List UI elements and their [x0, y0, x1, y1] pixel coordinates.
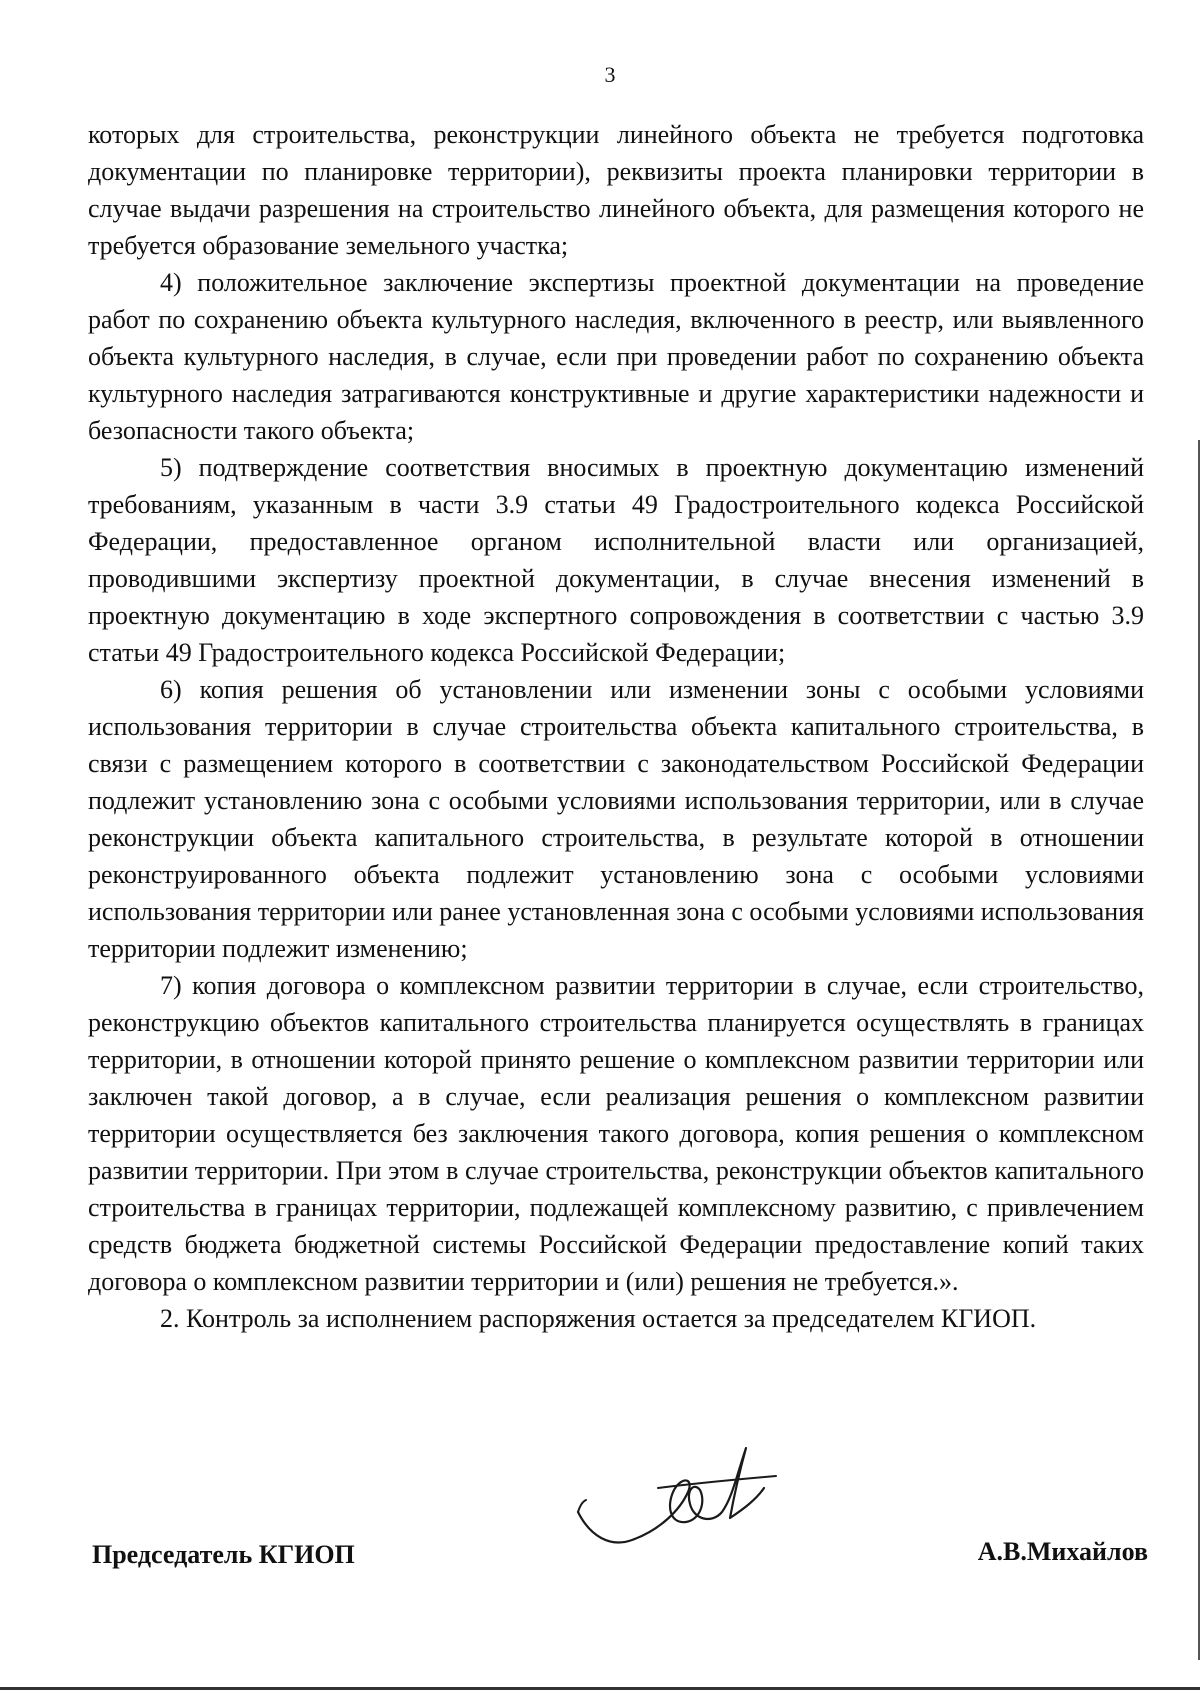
signature-block [0, 1440, 1200, 1590]
handwritten-signature [570, 1440, 790, 1580]
document-body [88, 116, 1144, 1337]
scan-edge-line [0, 1687, 1200, 1690]
paragraph: 4) положительное заключение экспертизы проектной документации на проведение работ по сохранению объекта культурного наследия, включенного в реестр, или выявленного объекта культурного наследия, в случае, если при проведении работ по сохранению объекта культурного наследия затрагиваются конструктивные и другие характеристики надежности и безопасности такого объекта; [88, 268, 1144, 445]
paragraph: которых для строительства, реконструкции линейного объекта не требуется подготовка документации по планировке территории), реквизиты проекта планировки территории в случае выдачи разрешения на строительство линейного объекта, для размещения которого не требуется образование земельного участка; [88, 120, 1144, 260]
paragraph: 6) копия решения об установлении или изменении зоны с особыми условиями использования территории в случае строительства объекта капитального строительства, в связи с размещением которого в соответствии с законодательством Российской Федерации подлежит установлению зона с особыми условиями использования территории, или в случае реконструкции объекта капитального строительства, в результате которой в отношении реконструированного объекта подлежит установлению зона с особыми условиями использования территории или ранее установленная зона с особыми условиями использования территории подлежит изменению; [88, 675, 1144, 963]
page-number: 3 [604, 62, 616, 87]
paragraph: 7) копия договора о комплексном развитии территории в случае, если строительство, реконструкцию объектов капитального строительства планируется осуществлять в границах территории, в отношении которой принято решение о комплексном развитии территории или заключен такой договор, а в случае, если реализация решения о комплексном развитии территории осуществляется без заключения такого договора, копия решения о комплексном развитии территории. При этом в случае строительства, реконструкции объектов капитального строительства в границах территории, подлежащей комплексному развитию, с привлечением средств бюджета бюджетной системы Российской Федерации предоставление копий таких договора о комплексном развитии территории и (или) решения не требуется.». [88, 971, 1144, 1296]
signer-name: А.В.Михайлов [977, 1537, 1148, 1566]
signer-title: Председатель КГИОП [92, 1540, 355, 1569]
paragraph: 2. Контроль за исполнением распоряжения остается за председателем КГИОП. [160, 1304, 1037, 1333]
paragraph: 5) подтверждение соответствия вносимых в проектную документацию изменений требованиям, указанным в части 3.9 статьи 49 Градостроительного кодекса Российской Федерации, предоставленное органом исполнительной власти или организацией, проводившими экспертизу проектной документации, в случае внесения изменений в проектную документацию в ходе экспертного сопровождения в соответствии с частью 3.9 статьи 49 Градостроительного кодекса Российской Федерации; [88, 453, 1144, 667]
